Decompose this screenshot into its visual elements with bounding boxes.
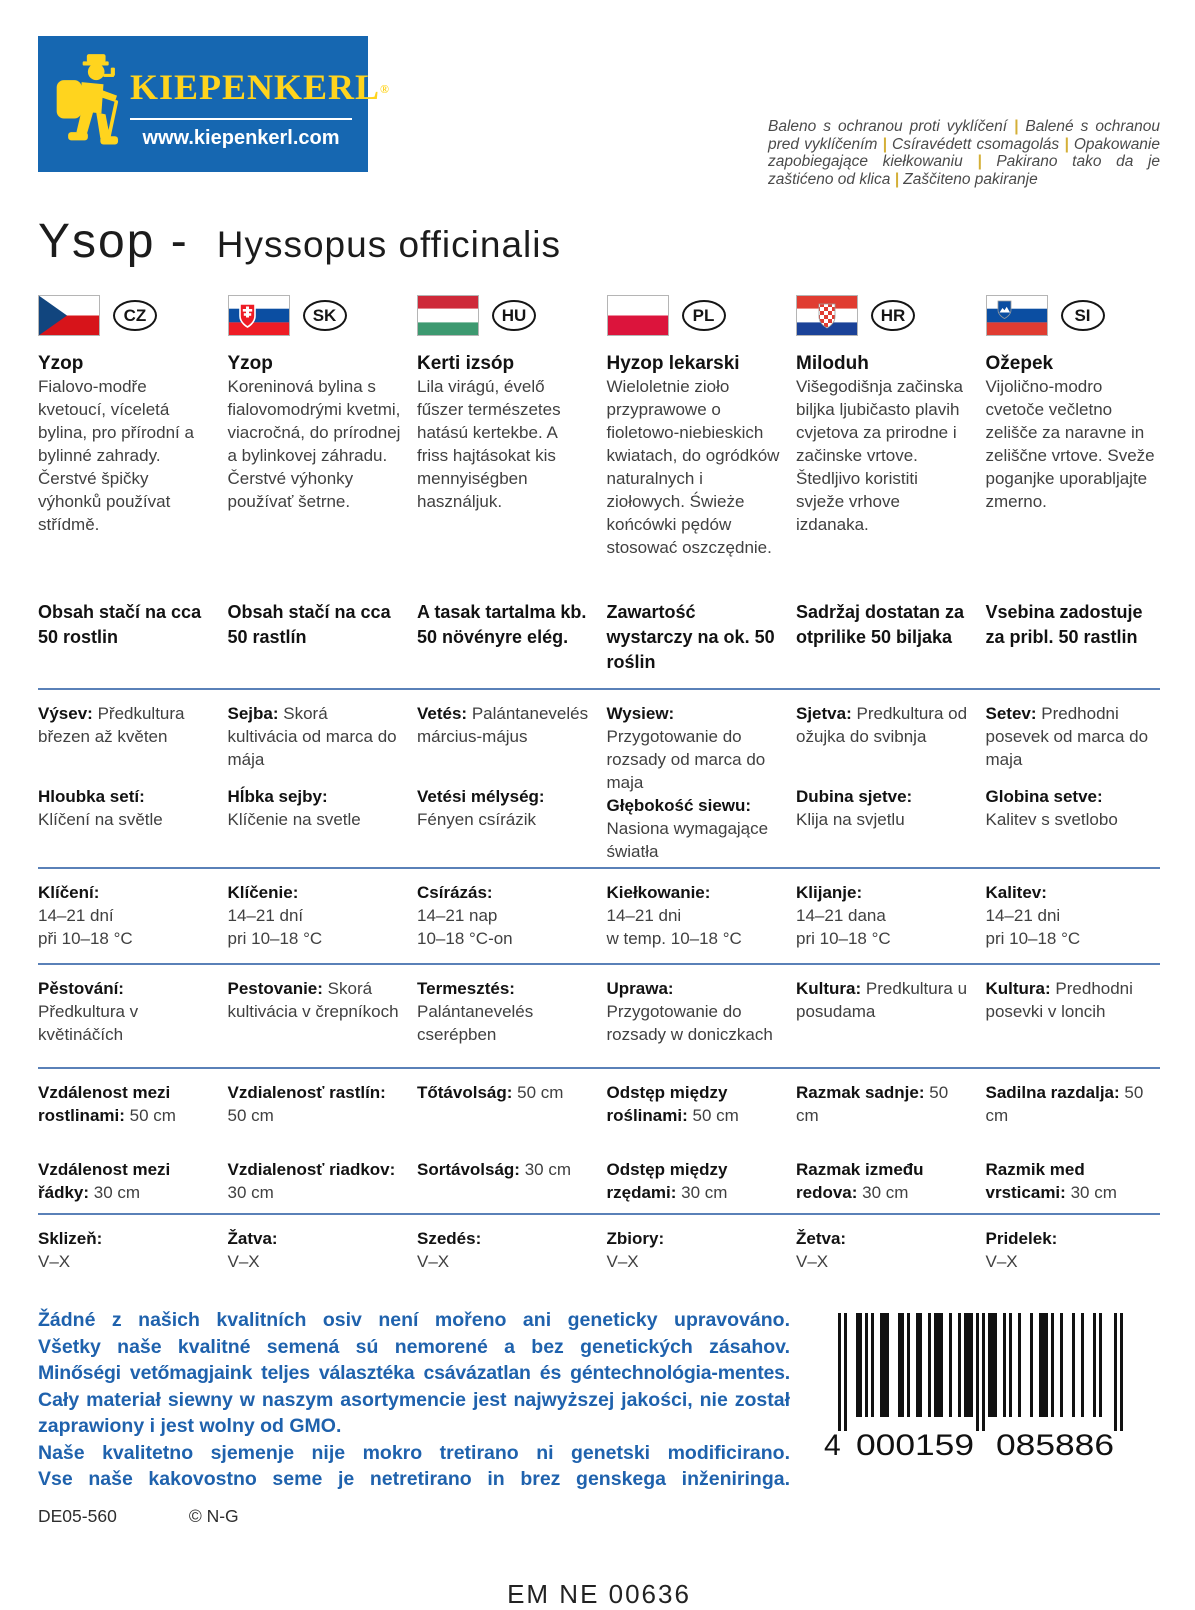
germination-cell bbox=[228, 881, 403, 959]
sowing-value: Palántanevelés március-május bbox=[417, 704, 589, 746]
germination-days: 14–21 nap bbox=[417, 906, 498, 925]
depth-label: Globina setve: bbox=[985, 787, 1103, 806]
flag-cell bbox=[796, 295, 971, 352]
section-divider bbox=[38, 963, 1160, 965]
depth-value: Fényen csírázik bbox=[417, 810, 537, 829]
print-codes bbox=[38, 1506, 790, 1527]
harvest-label: Žetva: bbox=[796, 1229, 847, 1248]
gmo-line-pl: Cały materiał siewny w naszym asortymencie jest najwyższej jakości, nie został zaprawiony i jest wolny od GMO. bbox=[38, 1388, 790, 1437]
culture-cell bbox=[38, 977, 213, 1063]
plant-distance-value: 50 cm bbox=[796, 1083, 949, 1125]
germination-temp: w temp. 10–18 °C bbox=[606, 929, 742, 948]
culture-cell bbox=[417, 977, 592, 1063]
depth-info bbox=[417, 785, 592, 831]
flag-cell bbox=[38, 295, 213, 352]
harvest-value: V–X bbox=[796, 1252, 829, 1271]
country-flag-icon bbox=[417, 295, 479, 336]
gmo-line-hu: Minőségi vetőmagjaink teljes választéka csávázatlan és géntechnológia-mentes. bbox=[38, 1362, 790, 1384]
content-cell: A tasak tartalma kb. 50 növényre elég. bbox=[417, 602, 587, 647]
row-distance-label: Sortávolság: bbox=[417, 1160, 520, 1179]
culture-label: Termesztés: bbox=[417, 979, 515, 998]
country-flag-icon bbox=[38, 295, 100, 336]
plant-distance-value: 50 cm bbox=[692, 1106, 739, 1125]
sowing-value: Predkultura od ožujka do svibnja bbox=[796, 704, 968, 746]
brand-url: www.kiepenkerl.com bbox=[142, 127, 340, 149]
germination-days: 14–21 dni bbox=[985, 906, 1061, 925]
sowing-value: Predhodni posevek od marca do maja bbox=[985, 704, 1149, 769]
sowing-cell bbox=[986, 702, 1161, 863]
country-code-badge: SK bbox=[303, 300, 347, 331]
row-distance-label: Razmik med vrsticami: bbox=[985, 1160, 1085, 1202]
plant-distance-label: Sadilna razdalja: bbox=[985, 1083, 1120, 1102]
plant-name: Ožepek bbox=[985, 353, 1054, 374]
description-cell bbox=[986, 352, 1161, 600]
content-cell: Obsah stačí na cca 50 rostlin bbox=[38, 602, 202, 647]
sowing-value: Předkultura březen až květen bbox=[38, 704, 185, 746]
distance-cell bbox=[228, 1081, 403, 1209]
row-distance bbox=[986, 1158, 1161, 1204]
title-row bbox=[38, 214, 1160, 269]
section-divider bbox=[38, 688, 1160, 690]
plant-name: Kerti izsóp bbox=[417, 353, 515, 374]
plant-description: Fialovo-modře kvetoucí, víceletá bylina, pro přírodní a bylinné zahrady. Čerstvé špičky výhonků používat střídmě. bbox=[38, 377, 194, 534]
plant-name: Hyzop lekarski bbox=[606, 353, 740, 374]
sowing-cell bbox=[417, 702, 592, 863]
sowing-label: Setev: bbox=[985, 704, 1037, 723]
plant-distance bbox=[796, 1081, 971, 1158]
plant-distance bbox=[38, 1081, 213, 1158]
depth-info bbox=[796, 785, 971, 831]
culture-cell bbox=[228, 977, 403, 1063]
distance-cell bbox=[986, 1081, 1161, 1209]
culture-value: Palántanevelés cserépben bbox=[417, 1002, 534, 1044]
country-code-badge: HR bbox=[871, 300, 915, 331]
sowing-cell bbox=[38, 702, 213, 863]
culture-label: Uprawa: bbox=[606, 979, 674, 998]
plant-description: Wieloletnie zioło przyprawowe o fioletowo-niebieskich kwiatach, do ogródków naturalnych i ziołowych. Świeże końcówki pędów stosować oszczędnie. bbox=[606, 377, 780, 557]
package-note: Baleno s ochranou proti vyklíčení | Balené s ochranou pred vyklíčením | Csíravédett csomagolás | Opakowanie zapobiegające kiełkowaniu | Pakirano tako da je zaštićeno od klica | Zaščiteno pakiranje bbox=[768, 118, 1161, 188]
culture-label: Kultura: bbox=[796, 979, 862, 998]
row-distance-value: 30 cm bbox=[862, 1183, 909, 1202]
culture-value: Predhodni posevki v loncih bbox=[985, 979, 1133, 1021]
row-distance-value: 30 cm bbox=[93, 1183, 141, 1202]
depth-value: Klija na svjetlu bbox=[796, 810, 905, 829]
sowing-info bbox=[607, 702, 782, 794]
plant-distance-value: 50 cm bbox=[227, 1106, 274, 1125]
germination-cell bbox=[607, 881, 782, 959]
language-columns-grid bbox=[38, 295, 1160, 1279]
sowing-cell bbox=[796, 702, 971, 863]
germination-temp: při 10–18 °C bbox=[38, 929, 133, 948]
harvest-value: V–X bbox=[227, 1252, 260, 1271]
plant-distance-label: Vzdialenosť rastlín: bbox=[227, 1083, 386, 1102]
sowing-info bbox=[796, 702, 971, 785]
kiepenkerl-man-icon bbox=[54, 52, 128, 156]
culture-cell bbox=[796, 977, 971, 1063]
harvest-value: V–X bbox=[417, 1252, 450, 1271]
sowing-cell bbox=[607, 702, 782, 863]
germination-cell bbox=[38, 881, 213, 959]
plant-distance-label: Tőtávolság: bbox=[417, 1083, 513, 1102]
harvest-value: V–X bbox=[985, 1252, 1018, 1271]
flag-cell bbox=[417, 295, 592, 352]
svg-text:4: 4 bbox=[824, 1429, 841, 1462]
harvest-label: Žatva: bbox=[227, 1229, 278, 1248]
depth-info bbox=[986, 785, 1161, 831]
sowing-value: Skorá kultivácia od marca do mája bbox=[227, 704, 397, 769]
logo-divider bbox=[130, 118, 352, 120]
germination-label: Kiełkowanie: bbox=[606, 883, 711, 902]
germination-temp: pri 10–18 °C bbox=[985, 929, 1081, 948]
sowing-info bbox=[228, 702, 403, 785]
depth-label: Hĺbka sejby: bbox=[227, 787, 328, 806]
row-distance bbox=[228, 1158, 403, 1204]
harvest-label: Zbiory: bbox=[606, 1229, 665, 1248]
row-distance bbox=[796, 1158, 971, 1204]
description-cell bbox=[38, 352, 213, 600]
page-title: Ysop - bbox=[38, 215, 189, 268]
flag-cell bbox=[228, 295, 403, 352]
sowing-label: Wysiew: bbox=[606, 704, 675, 723]
sowing-info bbox=[417, 702, 592, 785]
row-distance bbox=[38, 1158, 213, 1204]
culture-value: Skorá kultivácia v črepníkoch bbox=[227, 979, 399, 1021]
plant-description: Lila virágú, évelő fűszer természetes hatású kertekbe. A friss hajtásokat kis mennyiségben használjuk. bbox=[417, 377, 561, 511]
culture-value: Przygotowanie do rozsady w doniczkach bbox=[606, 1002, 773, 1044]
culture-cell bbox=[607, 977, 782, 1063]
harvest-value: V–X bbox=[606, 1252, 639, 1271]
kiepenkerl-logo bbox=[38, 36, 391, 172]
plant-distance bbox=[607, 1081, 782, 1158]
depth-label: Hloubka setí: bbox=[38, 787, 145, 806]
row-distance-label: Vzdialenosť riadkov: bbox=[227, 1160, 396, 1179]
germination-days: 14–21 dní bbox=[38, 906, 114, 925]
gmo-statement bbox=[38, 1307, 790, 1493]
depth-label: Dubina sjetve: bbox=[796, 787, 913, 806]
germination-cell bbox=[417, 881, 592, 959]
harvest-value: V–X bbox=[38, 1252, 71, 1271]
barcode-bars bbox=[838, 1313, 1123, 1431]
content-cell: Zawartość wystarczy na ok. 50 roślin bbox=[606, 602, 775, 672]
sowing-label: Sjetva: bbox=[796, 704, 852, 723]
germination-days: 14–21 dni bbox=[606, 906, 682, 925]
plant-description: Koreninová bylina s fialovomodrými kvetmi, viacročná, do prírodnej a bylinkovej záhradu. Čerstvé výhonky používať šetrne. bbox=[227, 377, 401, 511]
country-flag-icon bbox=[228, 295, 290, 336]
gmo-line-si: Vse naše kakovostno seme je netretirano in brez genskega inženiringa. bbox=[38, 1468, 790, 1490]
plant-distance-label: Vzdálenost mezi rostlinami: bbox=[38, 1083, 171, 1125]
culture-label: Kultura: bbox=[985, 979, 1051, 998]
country-code-badge: SI bbox=[1061, 300, 1105, 331]
depth-label: Głębokość siewu: bbox=[606, 796, 752, 815]
plant-distance-value: 50 cm bbox=[129, 1106, 176, 1125]
content-cell: Sadržaj dostatan za otprilike 50 biljaka bbox=[796, 602, 965, 647]
germination-label: Klíčení: bbox=[38, 883, 100, 902]
culture-value: Předkultura v květináčích bbox=[38, 1002, 139, 1044]
description-cell bbox=[796, 352, 971, 600]
plant-name: Miloduh bbox=[796, 353, 869, 374]
content-cell: Vsebina zadostuje za pribl. 50 rastlin bbox=[985, 602, 1143, 647]
country-flag-icon bbox=[796, 295, 858, 336]
svg-text:000159: 000159 bbox=[856, 1429, 974, 1462]
footer bbox=[38, 1307, 1160, 1527]
sowing-label: Vetés: bbox=[417, 704, 468, 723]
brand-wordmark: KIEPENKERL® bbox=[130, 67, 391, 107]
country-flag-icon bbox=[607, 295, 669, 336]
section-divider bbox=[38, 1213, 1160, 1215]
description-cell bbox=[417, 352, 592, 600]
harvest-label: Sklizeň: bbox=[38, 1229, 103, 1248]
sowing-info bbox=[38, 702, 213, 785]
plant-distance-label: Razmak sadnje: bbox=[796, 1083, 925, 1102]
plant-description: Vijolično-modro cvetoče večletno zelišče za naravne in zeliščne vrtove. Sveže poganjke uporabljajte zmerno. bbox=[985, 377, 1155, 511]
plant-description: Višegodišnja začinska biljka ljubičasto plavih cvjetova za prirodne i začinske vrtove. Štedljivo koristiti svježe vrhove izdanaka. bbox=[796, 377, 963, 534]
plant-name: Yzop bbox=[227, 353, 273, 374]
germination-cell bbox=[986, 881, 1161, 959]
content-cell: Obsah stačí na cca 50 rastlín bbox=[227, 602, 391, 647]
flag-cell bbox=[607, 295, 782, 352]
country-flag-icon bbox=[986, 295, 1048, 336]
culture-value: Predkultura u posudama bbox=[796, 979, 968, 1021]
copyright: © N-G bbox=[188, 1505, 239, 1526]
harvest-cell bbox=[228, 1227, 403, 1279]
germination-label: Csírázás: bbox=[417, 883, 493, 902]
row-distance-label: Razmak između redova: bbox=[796, 1160, 924, 1202]
distance-cell bbox=[607, 1081, 782, 1209]
depth-value: Klíčenie na svetle bbox=[227, 810, 361, 829]
harvest-label: Pridelek: bbox=[985, 1229, 1058, 1248]
germination-days: 14–21 dní bbox=[227, 906, 304, 925]
depth-info bbox=[228, 785, 403, 831]
row-distance-label: Vzdálenost mezi řádky: bbox=[38, 1160, 171, 1202]
country-code-badge: HU bbox=[492, 300, 536, 331]
culture-label: Pěstování: bbox=[38, 979, 124, 998]
germination-temp: pri 10–18 °C bbox=[227, 929, 323, 948]
germination-cell bbox=[796, 881, 971, 959]
culture-label: Pestovanie: bbox=[227, 979, 323, 998]
plant-distance-value: 50 cm bbox=[517, 1083, 564, 1102]
plant-distance-value: 50 cm bbox=[985, 1083, 1144, 1125]
harvest-cell bbox=[796, 1227, 971, 1279]
germination-temp: 10–18 °C-on bbox=[417, 929, 513, 948]
registered-mark: ® bbox=[380, 82, 391, 96]
sowing-label: Výsev: bbox=[38, 704, 93, 723]
depth-info bbox=[607, 794, 782, 863]
depth-value: Kalitev s svetlobo bbox=[985, 810, 1118, 829]
gmo-line-sk: Všetky naše kvalitné semená sú nemorené a bez genetických zásahov. bbox=[38, 1335, 790, 1358]
country-code-badge: PL bbox=[682, 300, 726, 331]
distance-cell bbox=[417, 1081, 592, 1209]
description-cell bbox=[228, 352, 403, 600]
sowing-label: Sejba: bbox=[227, 704, 279, 723]
harvest-cell bbox=[417, 1227, 592, 1279]
plant-distance bbox=[986, 1081, 1161, 1158]
row-distance bbox=[607, 1158, 782, 1204]
depth-value: Klíčení na světle bbox=[38, 810, 163, 829]
sowing-cell bbox=[228, 702, 403, 863]
harvest-cell bbox=[986, 1227, 1161, 1279]
depth-info bbox=[38, 785, 213, 831]
row-distance-value: 30 cm bbox=[227, 1183, 274, 1202]
sowing-value: Przygotowanie do rozsady od marca do maja bbox=[606, 727, 766, 792]
batch-code: DE05-560 bbox=[38, 1505, 117, 1526]
germination-days: 14–21 dana bbox=[796, 906, 886, 925]
plant-distance bbox=[417, 1081, 592, 1158]
description-cell bbox=[607, 352, 782, 600]
row-distance-value: 30 cm bbox=[681, 1183, 728, 1202]
row-distance-value: 30 cm bbox=[524, 1160, 572, 1179]
item-number: EM NE 00636 bbox=[507, 1578, 691, 1609]
depth-label: Vetési mélység: bbox=[417, 787, 545, 806]
harvest-cell bbox=[607, 1227, 782, 1279]
distance-cell bbox=[38, 1081, 213, 1209]
sowing-info bbox=[986, 702, 1161, 785]
plant-name: Yzop bbox=[38, 353, 84, 374]
svg-text:085886: 085886 bbox=[996, 1429, 1114, 1462]
harvest-label: Szedés: bbox=[417, 1229, 482, 1248]
gmo-line-cz: Žádné z našich kvalitních osiv není mořeno ani geneticky upravováno. bbox=[38, 1309, 790, 1331]
row-distance-value: 30 cm bbox=[1070, 1183, 1117, 1202]
barcode bbox=[824, 1311, 1142, 1463]
gmo-line-hr: Naše kvalitetno sjemenje nije mokro tretirano ni genetski modificirano. bbox=[38, 1441, 790, 1464]
plant-distance-label: Odstęp między roślinami: bbox=[606, 1083, 728, 1125]
plant-distance bbox=[228, 1081, 403, 1158]
row-distance bbox=[417, 1158, 592, 1181]
germination-label: Klíčenie: bbox=[227, 883, 299, 902]
country-code-badge: CZ bbox=[113, 300, 157, 331]
header bbox=[38, 36, 1160, 188]
section-divider bbox=[38, 867, 1160, 869]
germination-label: Klijanje: bbox=[796, 883, 863, 902]
germination-label: Kalitev: bbox=[985, 883, 1047, 902]
botanical-name: Hyssopus officinalis bbox=[216, 224, 561, 265]
section-divider bbox=[38, 1067, 1160, 1069]
germination-temp: pri 10–18 °C bbox=[796, 929, 891, 948]
depth-value: Nasiona wymagające światła bbox=[606, 819, 769, 861]
flag-cell bbox=[986, 295, 1161, 352]
culture-cell bbox=[986, 977, 1161, 1063]
row-distance-label: Odstęp między rzędami: bbox=[606, 1160, 728, 1202]
harvest-cell bbox=[38, 1227, 213, 1279]
distance-cell bbox=[796, 1081, 971, 1209]
